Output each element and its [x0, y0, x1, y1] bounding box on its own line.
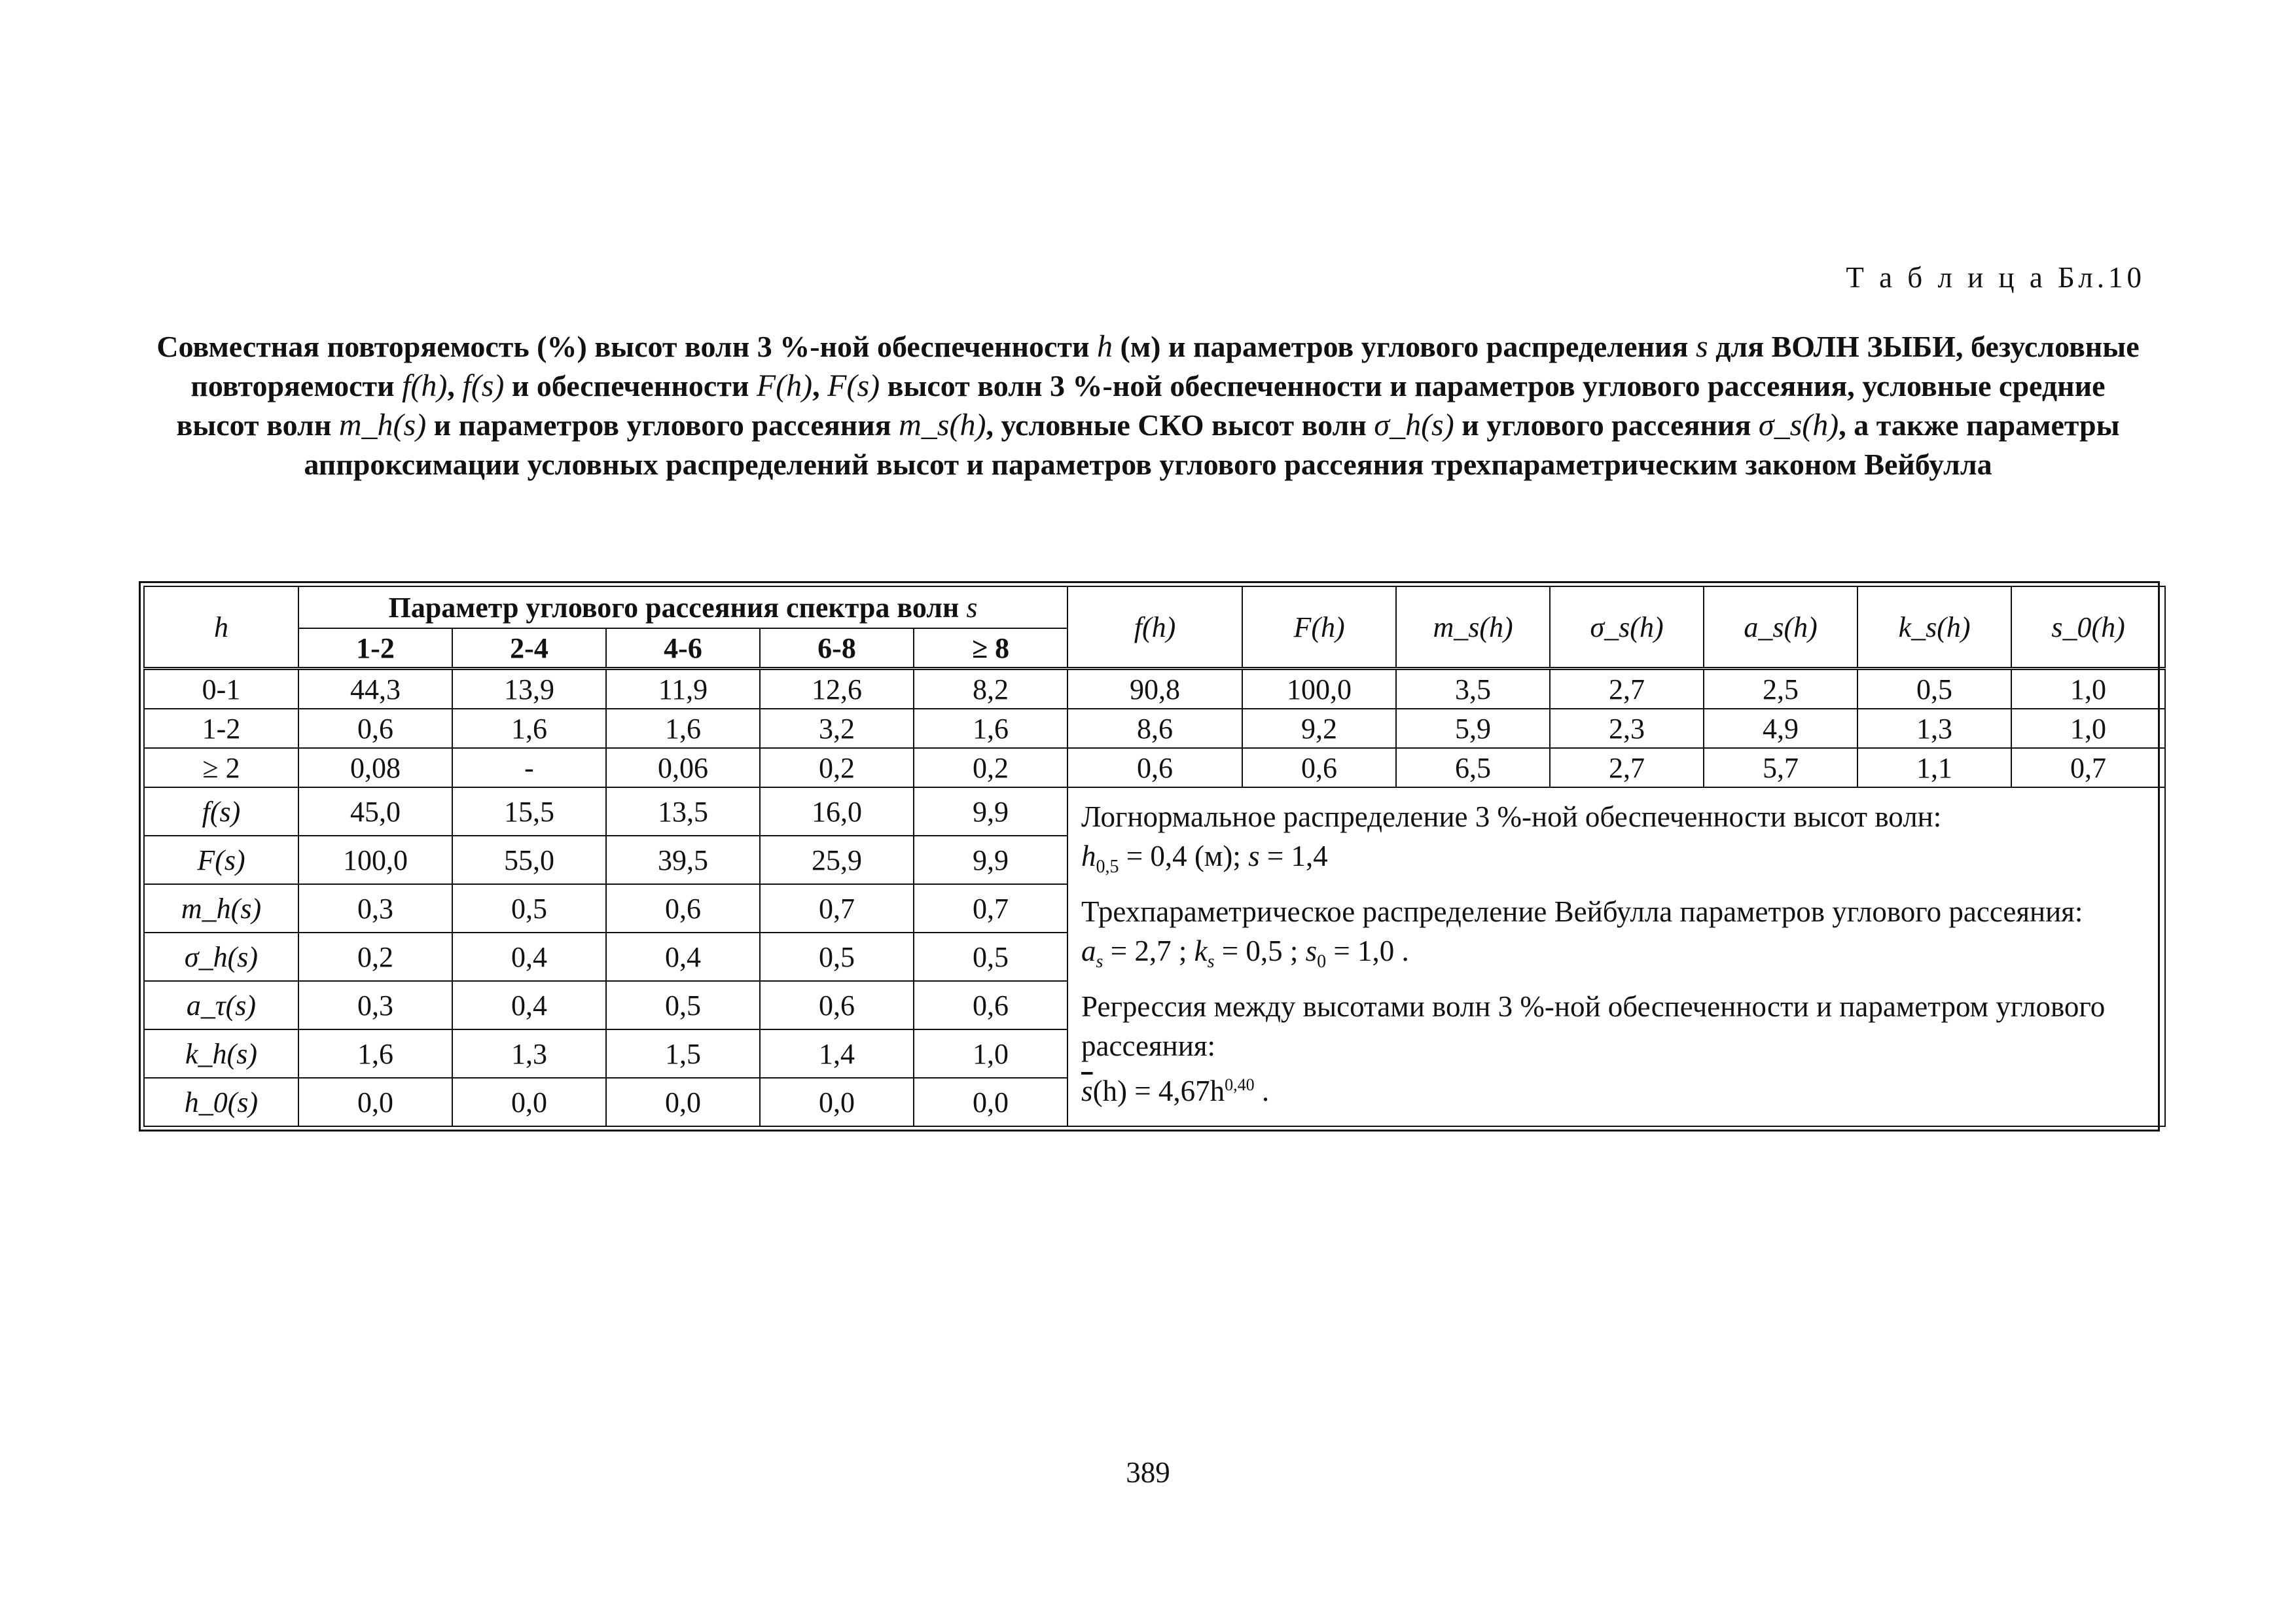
cell: 0,5	[452, 884, 606, 933]
cell: 6,5	[1396, 748, 1550, 787]
header-s-4-6: 4-6	[606, 628, 760, 669]
cell: 25,9	[760, 836, 914, 884]
cell: 0,6	[1242, 748, 1396, 787]
header-s-6-8: 6-8	[760, 628, 914, 669]
cell: 0,06	[606, 748, 760, 787]
cell: 5,9	[1396, 709, 1550, 748]
caption-symbol-fh: f(h)	[402, 368, 448, 403]
cell: 1,3	[1857, 709, 2011, 748]
cell: 1,4	[760, 1029, 914, 1078]
cell: 2,5	[1704, 669, 1857, 709]
cell: 0,2	[760, 748, 914, 787]
cell: 0,5	[914, 933, 1067, 981]
cell: 0,5	[760, 933, 914, 981]
note-regression: Регрессия между высотами волн 3 %-ной обеспеченности и параметром углового рассеяния:	[1081, 990, 2106, 1062]
cell: 16,0	[760, 787, 914, 836]
cell: 9,9	[914, 836, 1067, 884]
cell: 2,3	[1550, 709, 1704, 748]
cell: 3,5	[1396, 669, 1550, 709]
cell: 13,9	[452, 669, 606, 709]
cell: 0,7	[2011, 748, 2165, 787]
cell: 13,5	[606, 787, 760, 836]
header-ash: a_s(h)	[1704, 586, 1857, 669]
table-row	[144, 669, 2165, 709]
note-val-ks: = 0,5 ;	[1221, 935, 1299, 967]
note-formula-body: (h) = 4,67h	[1092, 1075, 1225, 1107]
cell: 0,7	[760, 884, 914, 933]
cell: 39,5	[606, 836, 760, 884]
header-s-ge8: ≥ 8	[914, 628, 1067, 669]
table-row	[144, 748, 2165, 787]
caption-text-4: и обеспеченности	[511, 369, 749, 402]
note-sym-sbar: $\overline{s}$	[1081, 1075, 1093, 1107]
cell: 44,3	[298, 669, 452, 709]
data-table	[143, 586, 2166, 1127]
cell: 1,3	[452, 1029, 606, 1078]
cell: 1,5	[606, 1029, 760, 1078]
cell: 0,2	[298, 933, 452, 981]
note-sym-s: s	[1248, 840, 1260, 872]
note-weibull-params	[1081, 931, 2151, 982]
row-h: 1-2	[144, 709, 298, 748]
cell: 45,0	[298, 787, 452, 836]
caption-text-5: высот волн 3 %-ной обеспеченности и параметров углового рассеяния, условные средние высот волн	[176, 369, 2106, 442]
note-val-as: = 2,7 ;	[1110, 935, 1187, 967]
stat-label-h0s: h_0(s)	[144, 1078, 298, 1126]
stat-label-Fs: F(s)	[144, 836, 298, 884]
note-val-h: = 0,4	[1126, 840, 1187, 872]
caption-symbol-Fs: F(s)	[827, 368, 880, 403]
table-caption: Совместная повторяемость (%) высот волн 3 %-ной обеспеченности h (м) и параметров углового распределения s для ВОЛН ЗЫБИ, безусловные повторяемости f(h), f(s) и обеспеченности F(h), F(s) высот волн 3 %-ной обеспеченности и параметров углового рассеяния, условные средние высот волн m_h(s) и параметров углового рассеяния m_s(h), условные СКО высот волн σ_h(s) и углового рассеяния σ_s(h), а также параметры аппроксимации условных распределений высот и параметров углового рассеяния трехпараметрическим законом Вейбулла	[156, 329, 2140, 481]
cell: 1,6	[606, 709, 760, 748]
caption-text-2: (м) и параметров углового распределения	[1120, 330, 1689, 363]
caption-symbol-mhs: m_h(s)	[338, 408, 427, 442]
caption-text-1: Совместная повторяемость (%) высот волн 3 %-ной обеспеченности	[156, 330, 1090, 363]
cell: 0,0	[914, 1078, 1067, 1126]
page-number: 389	[1126, 1456, 1170, 1489]
cell: 1,0	[2011, 669, 2165, 709]
cell: 100,0	[298, 836, 452, 884]
header-s-group-text: Параметр углового рассеяния спектра волн	[388, 591, 960, 624]
note-sub-ks: s	[1207, 952, 1215, 972]
cell: 0,2	[914, 748, 1067, 787]
cell: 0,6	[914, 981, 1067, 1029]
caption-text-8: и углового рассеяния	[1462, 408, 1751, 442]
note-weibull: Трехпараметрическое распределение Вейбулла параметров углового рассеяния:	[1081, 895, 2083, 928]
header-s0h: s_0(h)	[2011, 586, 2165, 669]
cell: 1,0	[2011, 709, 2165, 748]
note-sym-as: a	[1081, 935, 1096, 967]
cell: 1,6	[298, 1029, 452, 1078]
cell: 8,2	[914, 669, 1067, 709]
table-row	[144, 787, 2165, 836]
caption-text-3: для ВОЛН ЗЫБИ, безусловные повторяемости	[190, 330, 2140, 402]
cell: 0,4	[452, 981, 606, 1029]
note-val-s0: = 1,0 .	[1333, 935, 1409, 967]
note-lognormal-params	[1081, 836, 2151, 887]
cell: 5,7	[1704, 748, 1857, 787]
cell: 0,5	[606, 981, 760, 1029]
note-formula-end: .	[1261, 1075, 1270, 1107]
header-s-2-4: 2-4	[452, 628, 606, 669]
data-table-frame	[139, 581, 2160, 1132]
note-sym-h: h	[1081, 840, 1096, 872]
caption-symbol-Fh: F(h)	[756, 368, 813, 403]
caption-symbol-ssh: σ_s(h)	[1758, 408, 1839, 442]
cell: 0,4	[452, 933, 606, 981]
stat-label-fs: f(s)	[144, 787, 298, 836]
cell: 2,7	[1550, 669, 1704, 709]
note-sub-as: s	[1096, 952, 1103, 972]
caption-symbol-s: s	[1695, 329, 1708, 364]
header-s-1-2: 1-2	[298, 628, 452, 669]
header-s-group-symbol: s	[966, 591, 978, 624]
cell: 0,6	[760, 981, 914, 1029]
header-s-group	[298, 586, 1067, 628]
cell: 0,6	[1067, 748, 1242, 787]
header-h: h	[144, 586, 298, 669]
header-Fh: F(h)	[1242, 586, 1396, 669]
table-row	[144, 709, 2165, 748]
stat-label-mhs: m_h(s)	[144, 884, 298, 933]
cell: 0,0	[452, 1078, 606, 1126]
cell: 1,6	[452, 709, 606, 748]
row-h: ≥ 2	[144, 748, 298, 787]
note-sub-s0: 0	[1317, 952, 1327, 972]
table-number-label: Т а б л и ц а Бл.10	[1846, 261, 2145, 294]
caption-symbol-h: h	[1097, 329, 1113, 364]
note-lognormal: Логнормальное распределение 3 %-ной обеспеченности высот волн:	[1081, 800, 1942, 833]
cell: 1,6	[914, 709, 1067, 748]
cell: 1,1	[1857, 748, 2011, 787]
caption-symbol-fs: f(s)	[462, 368, 505, 403]
cell: 12,6	[760, 669, 914, 709]
cell: 0,4	[606, 933, 760, 981]
cell: 8,6	[1067, 709, 1242, 748]
note-formula-exp: 0,40	[1225, 1075, 1255, 1094]
cell: 0,6	[606, 884, 760, 933]
cell: 2,7	[1550, 748, 1704, 787]
cell: 0,7	[914, 884, 1067, 933]
cell: 55,0	[452, 836, 606, 884]
cell: 0,0	[760, 1078, 914, 1126]
header-msh: m_s(h)	[1396, 586, 1550, 669]
cell: 0,0	[606, 1078, 760, 1126]
note-unit: (м);	[1194, 840, 1241, 872]
header-ssh: σ_s(h)	[1550, 586, 1704, 669]
cell: 0,08	[298, 748, 452, 787]
note-regression-formula	[1081, 1065, 2151, 1111]
cell: 0,5	[1857, 669, 2011, 709]
note-sym-s0: s	[1305, 935, 1318, 967]
note-sym-ks: k	[1194, 935, 1208, 967]
caption-text-9: , а также параметры аппроксимации условных распределений высот и параметров углового рассеяния трехпараметрическим законом Вейбулла	[304, 408, 2120, 481]
cell: 90,8	[1067, 669, 1242, 709]
header-ksh: k_s(h)	[1857, 586, 2011, 669]
cell: 3,2	[760, 709, 914, 748]
caption-text-7: , условные СКО высот волн	[986, 408, 1367, 442]
caption-symbol-shs: σ_h(s)	[1374, 408, 1454, 442]
cell: -	[452, 748, 606, 787]
cell: 9,9	[914, 787, 1067, 836]
caption-text-6: и параметров углового рассеяния	[433, 408, 891, 442]
cell: 0,3	[298, 884, 452, 933]
caption-symbol-msh: m_s(h)	[899, 408, 986, 442]
cell: 1,0	[914, 1029, 1067, 1078]
cell: 0,0	[298, 1078, 452, 1126]
cell: 15,5	[452, 787, 606, 836]
note-val-s: = 1,4	[1266, 840, 1328, 872]
note-sub-h: 0,5	[1096, 857, 1119, 877]
stat-label-khs: k_h(s)	[144, 1029, 298, 1078]
header-fh: f(h)	[1067, 586, 1242, 669]
notes-cell	[1067, 787, 2165, 1126]
cell: 0,3	[298, 981, 452, 1029]
cell: 11,9	[606, 669, 760, 709]
cell: 0,6	[298, 709, 452, 748]
stat-label-shs: σ_h(s)	[144, 933, 298, 981]
cell: 100,0	[1242, 669, 1396, 709]
cell: 9,2	[1242, 709, 1396, 748]
row-h: 0-1	[144, 669, 298, 709]
stat-label-ats: a_τ(s)	[144, 981, 298, 1029]
cell: 4,9	[1704, 709, 1857, 748]
